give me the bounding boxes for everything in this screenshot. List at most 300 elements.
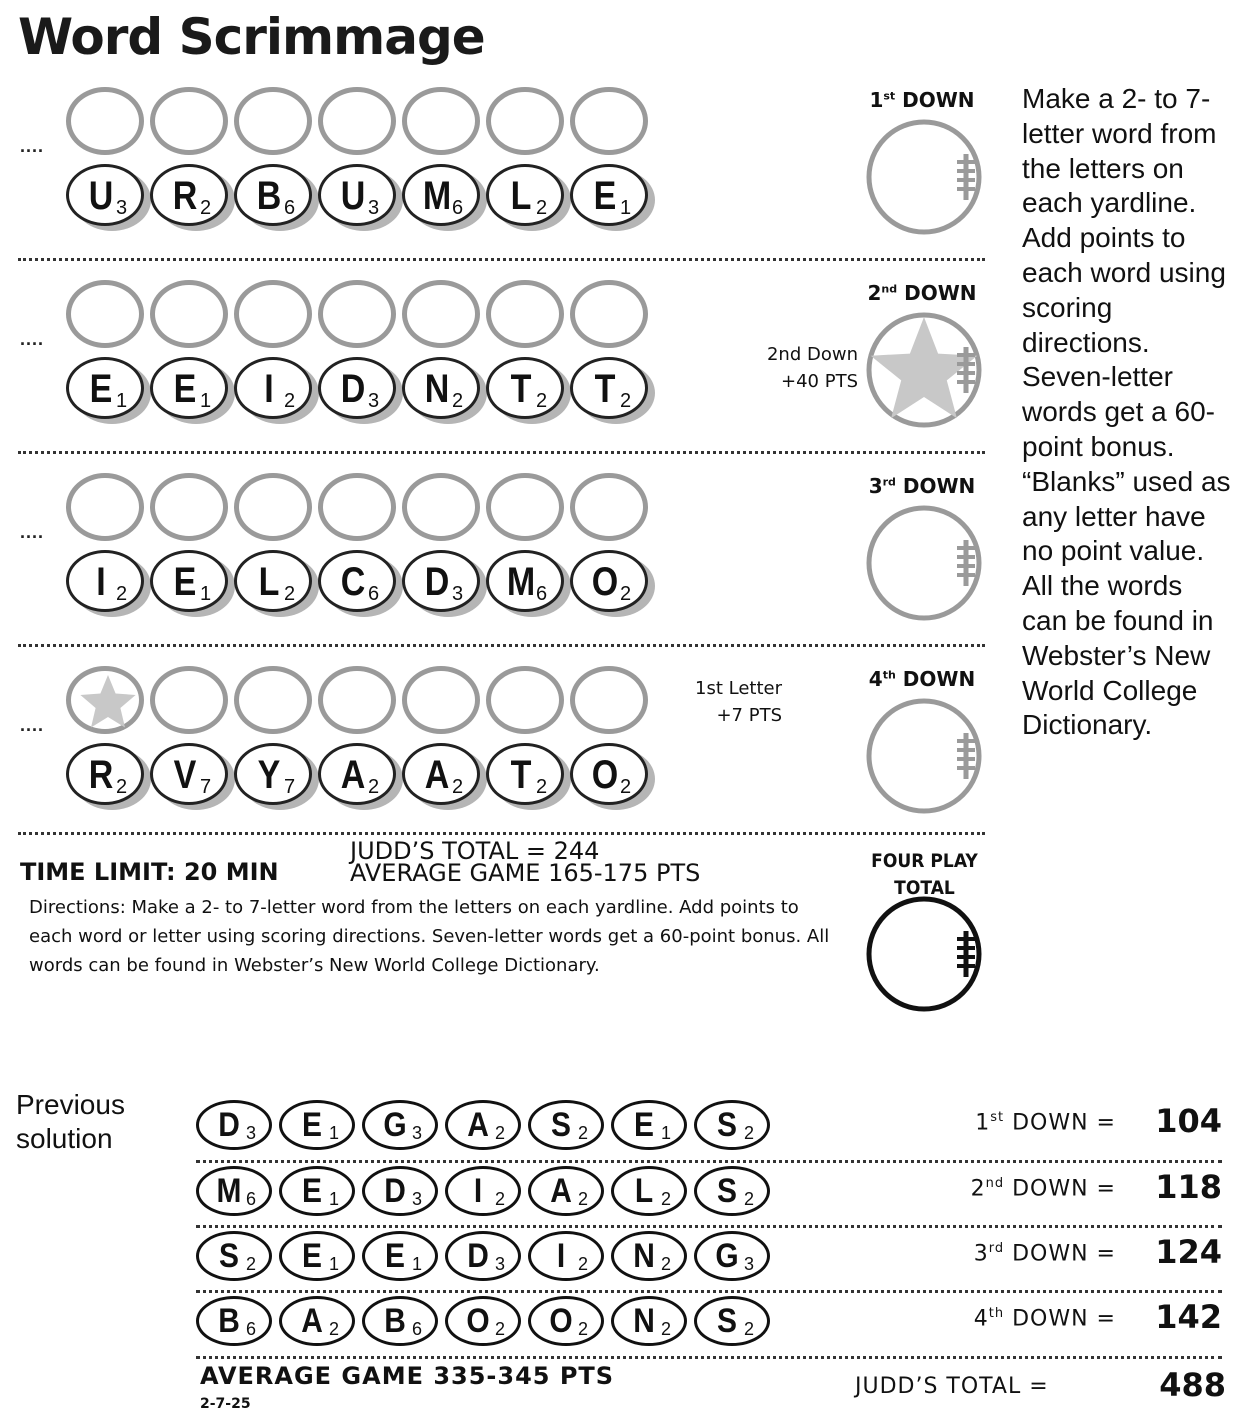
tile-letter: A	[550, 1172, 572, 1210]
answer-slot[interactable]	[570, 87, 648, 155]
previous-word: Previous	[16, 1089, 125, 1120]
answer-slot[interactable]	[318, 473, 396, 541]
letter-tile	[66, 357, 146, 423]
tile-letter: G	[715, 1237, 739, 1275]
tile-letter: E	[634, 1106, 654, 1144]
tile-letter: V	[173, 753, 197, 797]
solution-score: 142	[1155, 1298, 1222, 1336]
solution-tile	[279, 1231, 355, 1281]
solution-tile	[279, 1166, 355, 1216]
tile-face	[66, 357, 144, 419]
yardline-divider	[18, 451, 985, 454]
letter-tile	[486, 357, 566, 423]
tile-points: 2	[495, 1319, 506, 1339]
letter-tile	[150, 550, 230, 616]
tile-points: 2	[284, 583, 296, 605]
tile-letter: D	[340, 367, 366, 411]
answer-slot[interactable]	[150, 280, 228, 348]
tile-points: 3	[452, 583, 464, 605]
tile-points: 3	[412, 1123, 423, 1143]
star-icon	[77, 673, 139, 731]
tile-points: 2	[495, 1189, 506, 1209]
solution-tile	[279, 1100, 355, 1150]
tile-face	[486, 550, 564, 612]
answer-slot[interactable]	[402, 473, 480, 541]
tile-letter: M	[506, 560, 536, 604]
solution-tile	[611, 1296, 687, 1346]
answer-slot[interactable]	[486, 666, 564, 734]
solution-divider	[196, 1225, 1222, 1228]
down-score-football[interactable]	[866, 118, 984, 236]
tile-face	[570, 357, 648, 419]
solution-tile	[528, 1100, 604, 1150]
letter-tile	[318, 550, 398, 616]
down-ordinal: rd	[988, 1241, 1005, 1256]
tile-letter: O	[466, 1302, 490, 1340]
down-ordinal: rd	[882, 475, 896, 489]
tile-face	[318, 164, 396, 226]
tile-letter: L	[634, 1172, 654, 1210]
tile-points: 2	[661, 1319, 672, 1339]
tile-letter: S	[717, 1106, 737, 1144]
bonus-line: 2nd Down	[766, 344, 858, 365]
answer-slot[interactable]	[570, 280, 648, 348]
letter-tile	[234, 164, 314, 230]
tile-points: 2	[744, 1189, 755, 1209]
bonus-line: 1st Letter	[695, 678, 782, 699]
answer-slot[interactable]	[486, 280, 564, 348]
letter-tile	[66, 164, 146, 230]
tile-points: 1	[200, 390, 212, 412]
solution-tile	[528, 1166, 604, 1216]
answer-slot[interactable]	[234, 280, 312, 348]
solution-tile	[528, 1231, 604, 1281]
solution-tile	[196, 1231, 272, 1281]
bonus-line: +40 PTS	[781, 371, 858, 392]
solution-tile	[445, 1166, 521, 1216]
tile-points: 1	[329, 1123, 340, 1143]
tile-letter: O	[549, 1302, 573, 1340]
tile-points: 2	[744, 1319, 755, 1339]
tile-letter: R	[88, 753, 114, 797]
solution-tile	[196, 1100, 272, 1150]
answer-slot[interactable]	[66, 87, 144, 155]
tile-letter: O	[591, 560, 619, 604]
down-number: 2	[970, 1176, 986, 1202]
tile-points: 2	[620, 390, 632, 412]
tile-letter: I	[473, 1172, 483, 1210]
letter-tile	[66, 550, 146, 616]
tile-letter: E	[302, 1106, 322, 1144]
row-marker: ....	[20, 329, 45, 349]
tile-letter: M	[422, 174, 452, 218]
tile-points: 2	[116, 583, 128, 605]
tile-letter: T	[510, 367, 532, 411]
tile-letter: S	[219, 1237, 239, 1275]
tile-points: 1	[116, 390, 128, 412]
tile-letter: U	[88, 174, 114, 218]
solution-down-label	[896, 1110, 1116, 1135]
down-equals: DOWN =	[1012, 1241, 1116, 1267]
solution-row-3	[196, 1231, 1226, 1285]
bonus-note	[740, 341, 858, 395]
tile-face	[150, 743, 228, 805]
down-ordinal: nd	[985, 1176, 1005, 1191]
tile-points: 2	[661, 1254, 672, 1274]
solution-divider	[196, 1356, 1222, 1359]
tile-letter: R	[172, 174, 198, 218]
letter-tile	[486, 743, 566, 809]
down-ordinal: th	[882, 668, 896, 682]
tile-letter: U	[340, 174, 366, 218]
tile-letter: E	[593, 174, 617, 218]
answer-slot[interactable]	[402, 280, 480, 348]
tile-letter: D	[218, 1106, 240, 1144]
solution-down-label	[896, 1241, 1116, 1266]
down-number: 4	[868, 667, 883, 691]
tile-points: 6	[452, 197, 464, 219]
tile-face	[318, 550, 396, 612]
tile-face	[234, 550, 312, 612]
answer-slot[interactable]	[150, 87, 228, 155]
page-title: Word Scrimmage	[18, 8, 485, 66]
tile-letter: T	[510, 753, 532, 797]
answer-slot[interactable]	[486, 87, 564, 155]
solution-average-game: AVERAGE GAME 335-345 PTS	[200, 1362, 615, 1390]
solution-judd-score: 488	[1159, 1366, 1226, 1404]
down-number: 4	[973, 1306, 989, 1332]
tile-points: 2	[536, 776, 548, 798]
letter-tile	[570, 550, 650, 616]
down-ordinal: th	[988, 1306, 1005, 1321]
down-ordinal: nd	[881, 282, 898, 296]
answer-slot[interactable]	[66, 280, 144, 348]
tile-face	[402, 357, 480, 419]
previous-solution-label	[16, 1088, 125, 1156]
tile-face	[402, 164, 480, 226]
down-ordinal: st	[990, 1110, 1005, 1125]
tile-points: 7	[200, 776, 212, 798]
tile-face	[66, 550, 144, 612]
letter-tile	[318, 357, 398, 423]
tile-letter: E	[302, 1172, 322, 1210]
tile-points: 6	[412, 1319, 423, 1339]
down-row-3	[18, 470, 988, 650]
solution-row-2	[196, 1166, 1226, 1220]
solution-tile	[445, 1231, 521, 1281]
tile-points: 2	[200, 197, 212, 219]
down-label-2	[852, 281, 992, 305]
directions-text: Directions: Make a 2- to 7-letter word from the letters on each yardline. Add points to each word or letter using scoring directions. Seven-letter words get a 60-point bonus. All words can be found in Webster’s New World College Dictionary.	[29, 897, 830, 976]
tile-face	[570, 550, 648, 612]
four-play-total-label	[859, 848, 990, 902]
row-marker: ....	[20, 522, 45, 542]
bonus-note	[660, 675, 782, 729]
tile-points: 2	[116, 776, 128, 798]
tile-letter: N	[633, 1302, 655, 1340]
down-number: 1	[869, 88, 884, 112]
letter-tile	[402, 743, 482, 809]
tile-letter: S	[717, 1172, 737, 1210]
solution-score: 118	[1155, 1168, 1222, 1206]
judds-total: JUDD’S TOTAL = 244	[350, 837, 600, 865]
tile-points: 2	[368, 776, 380, 798]
tile-points: 3	[246, 1123, 257, 1143]
letter-tile	[66, 743, 146, 809]
tile-points: 2	[536, 197, 548, 219]
tile-letter: B	[256, 174, 282, 218]
tile-face	[570, 164, 648, 226]
tile-letter: D	[467, 1237, 489, 1275]
letter-tile	[570, 743, 650, 809]
tile-points: 2	[578, 1123, 589, 1143]
tile-points: 3	[412, 1189, 423, 1209]
down-equals: DOWN =	[1012, 1306, 1116, 1332]
tile-face	[402, 550, 480, 612]
tile-letter: D	[424, 560, 450, 604]
tile-points: 3	[495, 1254, 506, 1274]
tile-letter: E	[173, 367, 197, 411]
tile-letter: E	[385, 1237, 405, 1275]
solution-divider	[196, 1290, 1222, 1293]
tile-points: 1	[661, 1123, 672, 1143]
tile-points: 2	[620, 583, 632, 605]
solution-tile	[445, 1296, 521, 1346]
tile-letter: S	[717, 1302, 737, 1340]
letter-tile	[318, 743, 398, 809]
row-marker: ....	[20, 715, 45, 735]
judd-summary	[350, 837, 701, 887]
letter-tile	[234, 550, 314, 616]
letter-tile	[150, 743, 230, 809]
answer-slot[interactable]	[570, 666, 648, 734]
down-label-3	[852, 474, 992, 498]
tile-points: 2	[661, 1189, 672, 1209]
down-label-1	[852, 88, 992, 112]
total-line: TOTAL	[894, 877, 955, 899]
tile-points: 2	[744, 1123, 755, 1143]
solution-tile	[611, 1100, 687, 1150]
four-play-total-football[interactable]	[866, 895, 984, 1013]
down-score-football[interactable]	[866, 697, 984, 815]
yardline-divider	[18, 644, 985, 647]
tile-face	[150, 550, 228, 612]
average-game: AVERAGE GAME 165-175 PTS	[350, 859, 701, 887]
answer-slot[interactable]	[66, 666, 144, 734]
tile-points: 2	[284, 390, 296, 412]
tile-face	[66, 743, 144, 805]
bonus-line: +7 PTS	[716, 705, 782, 726]
solution-tile	[362, 1296, 438, 1346]
down-row-1	[18, 84, 988, 264]
down-label-4	[852, 667, 992, 691]
tile-letter: E	[173, 560, 197, 604]
solution-date: 2-7-25	[200, 1396, 251, 1412]
solution-judd-label: JUDD’S TOTAL =	[855, 1374, 1049, 1399]
tile-face	[318, 743, 396, 805]
tile-points: 2	[578, 1254, 589, 1274]
tile-face	[486, 357, 564, 419]
tile-face	[150, 164, 228, 226]
yardline-divider	[18, 258, 985, 261]
solution-tile	[694, 1100, 770, 1150]
tile-points: 2	[536, 390, 548, 412]
down-word: DOWN	[902, 88, 975, 112]
down-number: 2	[867, 281, 882, 305]
tile-letter: I	[264, 367, 274, 411]
tile-points: 2	[578, 1189, 589, 1209]
tile-points: 2	[620, 776, 632, 798]
letter-tile	[402, 550, 482, 616]
tile-letter: T	[594, 367, 616, 411]
answer-slot[interactable]	[234, 87, 312, 155]
tile-letter: E	[89, 367, 113, 411]
tile-letter: A	[424, 753, 450, 797]
tile-points: 6	[246, 1189, 257, 1209]
solution-tile	[362, 1166, 438, 1216]
tile-letter: A	[340, 753, 366, 797]
tile-face	[234, 164, 312, 226]
solution-tile	[611, 1231, 687, 1281]
solution-tile	[694, 1296, 770, 1346]
down-equals: DOWN =	[1012, 1176, 1116, 1202]
answer-slot[interactable]	[150, 666, 228, 734]
letter-tile	[150, 357, 230, 423]
answer-slot[interactable]	[66, 473, 144, 541]
row-marker: ....	[20, 136, 45, 156]
tile-letter: G	[383, 1106, 407, 1144]
tile-letter: E	[302, 1237, 322, 1275]
down-score-football[interactable]	[866, 311, 984, 429]
tile-points: 2	[329, 1319, 340, 1339]
solution-tile	[694, 1166, 770, 1216]
tile-face	[486, 743, 564, 805]
yardline-divider	[18, 832, 985, 835]
down-equals: DOWN =	[1012, 1110, 1116, 1136]
solution-tile	[362, 1231, 438, 1281]
letter-tile	[402, 357, 482, 423]
four-play-line: FOUR PLAY	[871, 850, 978, 872]
solution-score: 124	[1155, 1233, 1222, 1271]
tile-points: 3	[368, 390, 380, 412]
solution-tile	[528, 1296, 604, 1346]
solution-down-label	[896, 1306, 1116, 1331]
letter-tile	[570, 164, 650, 230]
instructions-text: Make a 2- to 7-letter word from the letters on each yardline. Add points to each word using scoring directions. Seven-letter words get a 60-point bonus. “Blanks” used as any letter have no point value. All the words can be found in Webster’s New World College Dictionary.	[1022, 83, 1231, 741]
letter-tile	[570, 357, 650, 423]
tile-letter: C	[340, 560, 366, 604]
answer-slot[interactable]	[402, 666, 480, 734]
solution-tile	[279, 1296, 355, 1346]
down-number: 3	[868, 474, 883, 498]
down-score-football[interactable]	[866, 504, 984, 622]
down-word: DOWN	[902, 667, 976, 691]
tile-points: 2	[452, 776, 464, 798]
solution-tile	[362, 1100, 438, 1150]
tile-letter: Y	[257, 753, 281, 797]
solution-tile	[196, 1296, 272, 1346]
down-row-4	[18, 663, 988, 843]
answer-slot[interactable]	[570, 473, 648, 541]
tile-points: 1	[412, 1254, 423, 1274]
solution-score: 104	[1155, 1102, 1222, 1140]
letter-tile	[486, 164, 566, 230]
tile-points: 2	[246, 1254, 257, 1274]
tile-letter: D	[384, 1172, 406, 1210]
answer-slot[interactable]	[318, 87, 396, 155]
tile-points: 6	[246, 1319, 257, 1339]
answer-slot[interactable]	[318, 280, 396, 348]
answer-slot[interactable]	[234, 666, 312, 734]
letter-tile	[402, 164, 482, 230]
tile-points: 3	[116, 197, 128, 219]
tile-points: 6	[368, 583, 380, 605]
tile-points: 3	[744, 1254, 755, 1274]
tile-letter: L	[510, 174, 532, 218]
tile-letter: A	[467, 1106, 489, 1144]
solution-divider	[196, 1160, 1222, 1163]
answer-slot[interactable]	[150, 473, 228, 541]
solution-down-label	[896, 1176, 1116, 1201]
solution-row-4	[196, 1296, 1226, 1350]
tile-letter: B	[384, 1302, 406, 1340]
down-number: 1	[975, 1110, 991, 1136]
tile-letter: N	[424, 367, 450, 411]
tile-points: 1	[329, 1254, 340, 1274]
tile-letter: B	[218, 1302, 240, 1340]
tile-letter: O	[591, 753, 619, 797]
tile-points: 3	[368, 197, 380, 219]
answer-slot[interactable]	[234, 473, 312, 541]
tile-letter: A	[301, 1302, 323, 1340]
solution-tile	[694, 1231, 770, 1281]
tile-points: 1	[329, 1189, 340, 1209]
solution-row-1	[196, 1100, 1226, 1154]
tile-points: 6	[284, 197, 296, 219]
letter-tile	[318, 164, 398, 230]
down-ordinal: st	[883, 89, 896, 103]
tile-points: 1	[200, 583, 212, 605]
time-limit: TIME LIMIT: 20 MIN	[20, 858, 279, 886]
tile-points: 1	[620, 197, 632, 219]
tile-letter: I	[556, 1237, 566, 1275]
letter-tile	[234, 743, 314, 809]
tile-face	[66, 164, 144, 226]
letter-tile	[150, 164, 230, 230]
solution-tile	[445, 1100, 521, 1150]
answer-slot[interactable]	[402, 87, 480, 155]
tile-letter: M	[216, 1172, 242, 1210]
answer-slot[interactable]	[318, 666, 396, 734]
tile-points: 7	[284, 776, 296, 798]
down-number: 3	[973, 1241, 989, 1267]
solution-tile	[196, 1166, 272, 1216]
tile-points: 6	[536, 583, 548, 605]
tile-letter: I	[96, 560, 106, 604]
tile-face	[402, 743, 480, 805]
tile-points: 2	[452, 390, 464, 412]
tile-points: 2	[495, 1123, 506, 1143]
tile-face	[150, 357, 228, 419]
answer-slot[interactable]	[486, 473, 564, 541]
down-word: DOWN	[904, 281, 977, 305]
letter-tile	[486, 550, 566, 616]
letter-tile	[234, 357, 314, 423]
down-word: DOWN	[902, 474, 976, 498]
tile-face	[234, 743, 312, 805]
tile-face	[570, 743, 648, 805]
tile-face	[318, 357, 396, 419]
